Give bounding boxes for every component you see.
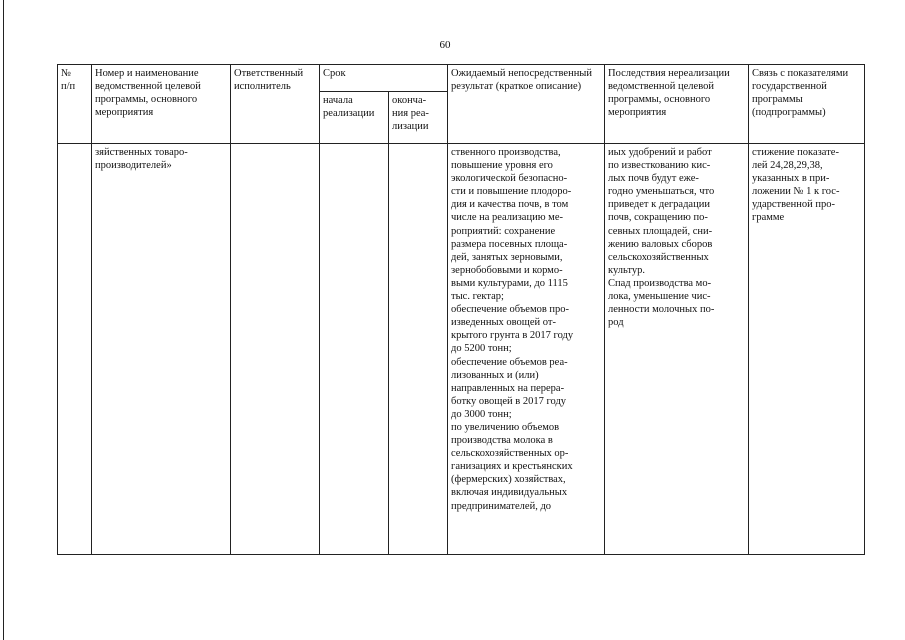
header-term: Срок	[320, 65, 448, 92]
page-number: 60	[439, 39, 451, 51]
cell-expected-result: ственного производства, повышение уровня его экологической безопасно- сти и повышение плодоро- дия и качества почв, в том числе на реализацию ме- роприятий: сохранение размера посевных площа- дей, занятых зерновыми, зернобобовыми и кормо- выми культурами, до 1115 тыс. гектар; обеспечение объемов про- изведенных овощей от- крытого грунта в 2017 году до 5200 тонн; обеспечение объемов реа- лизованных и (или) направленных на перера- ботку овощей в 2017 году до 3000 тонн; по увеличению объемов производства молока в сельскохозяйственных ор- ганизациях и крестьянских (фермерских) хозяйствах, включая индивидуальных предпринимателей, до	[448, 144, 605, 555]
cell-term-end	[389, 144, 448, 555]
page-left-edge	[3, 0, 4, 640]
cell-executor	[231, 144, 320, 555]
header-link-indicators: Связь с показателями государственной программы (подпрограммы)	[749, 65, 865, 144]
cell-term-start	[320, 144, 389, 555]
cell-program-name: зяйственных товаро- производителей»	[92, 144, 231, 555]
header-executor: Ответственный исполнитель	[231, 65, 320, 144]
header-expected-result: Ожидаемый непосредственный результат (краткое описание)	[448, 65, 605, 144]
cell-link-indicators: стижение показате- лей 24,28,29,38, указанных в при- ложении № 1 к гос- ударственной про- грамме	[749, 144, 865, 555]
cell-number	[58, 144, 92, 555]
table-row	[58, 144, 865, 555]
header-number: № п/п	[58, 65, 92, 144]
header-term-end: оконча- ния реа- лизации	[389, 92, 448, 144]
table-header-row	[58, 65, 865, 92]
header-consequences: Последствия нереализации ведомственной целевой программы, основного мероприятия	[605, 65, 749, 144]
cell-consequences: иых удобрений и работ по известкованию кис- лых почв будут еже- годно уменьшаться, что приведет к деградации почв, сокращению по- севных площадей, сни- жению валовых сборов сельскохозяйственных культур. Спад производства мо- лока, уменьшение чис- ленности молочных по- род	[605, 144, 749, 555]
header-term-start: начала реализации	[320, 92, 389, 144]
program-table	[57, 64, 865, 555]
header-program-name: Номер и наименование ведомственной целевой программы, основного мероприятия	[92, 65, 231, 144]
